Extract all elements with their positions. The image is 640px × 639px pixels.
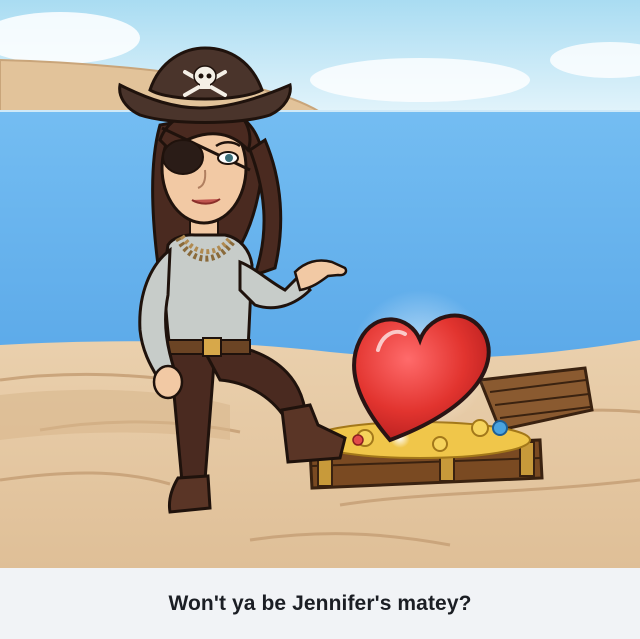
sea [0,110,640,380]
caption-bar [0,568,640,639]
cloud [310,58,530,102]
caption-text: Won't ya be Jennifer's matey? [168,591,472,615]
